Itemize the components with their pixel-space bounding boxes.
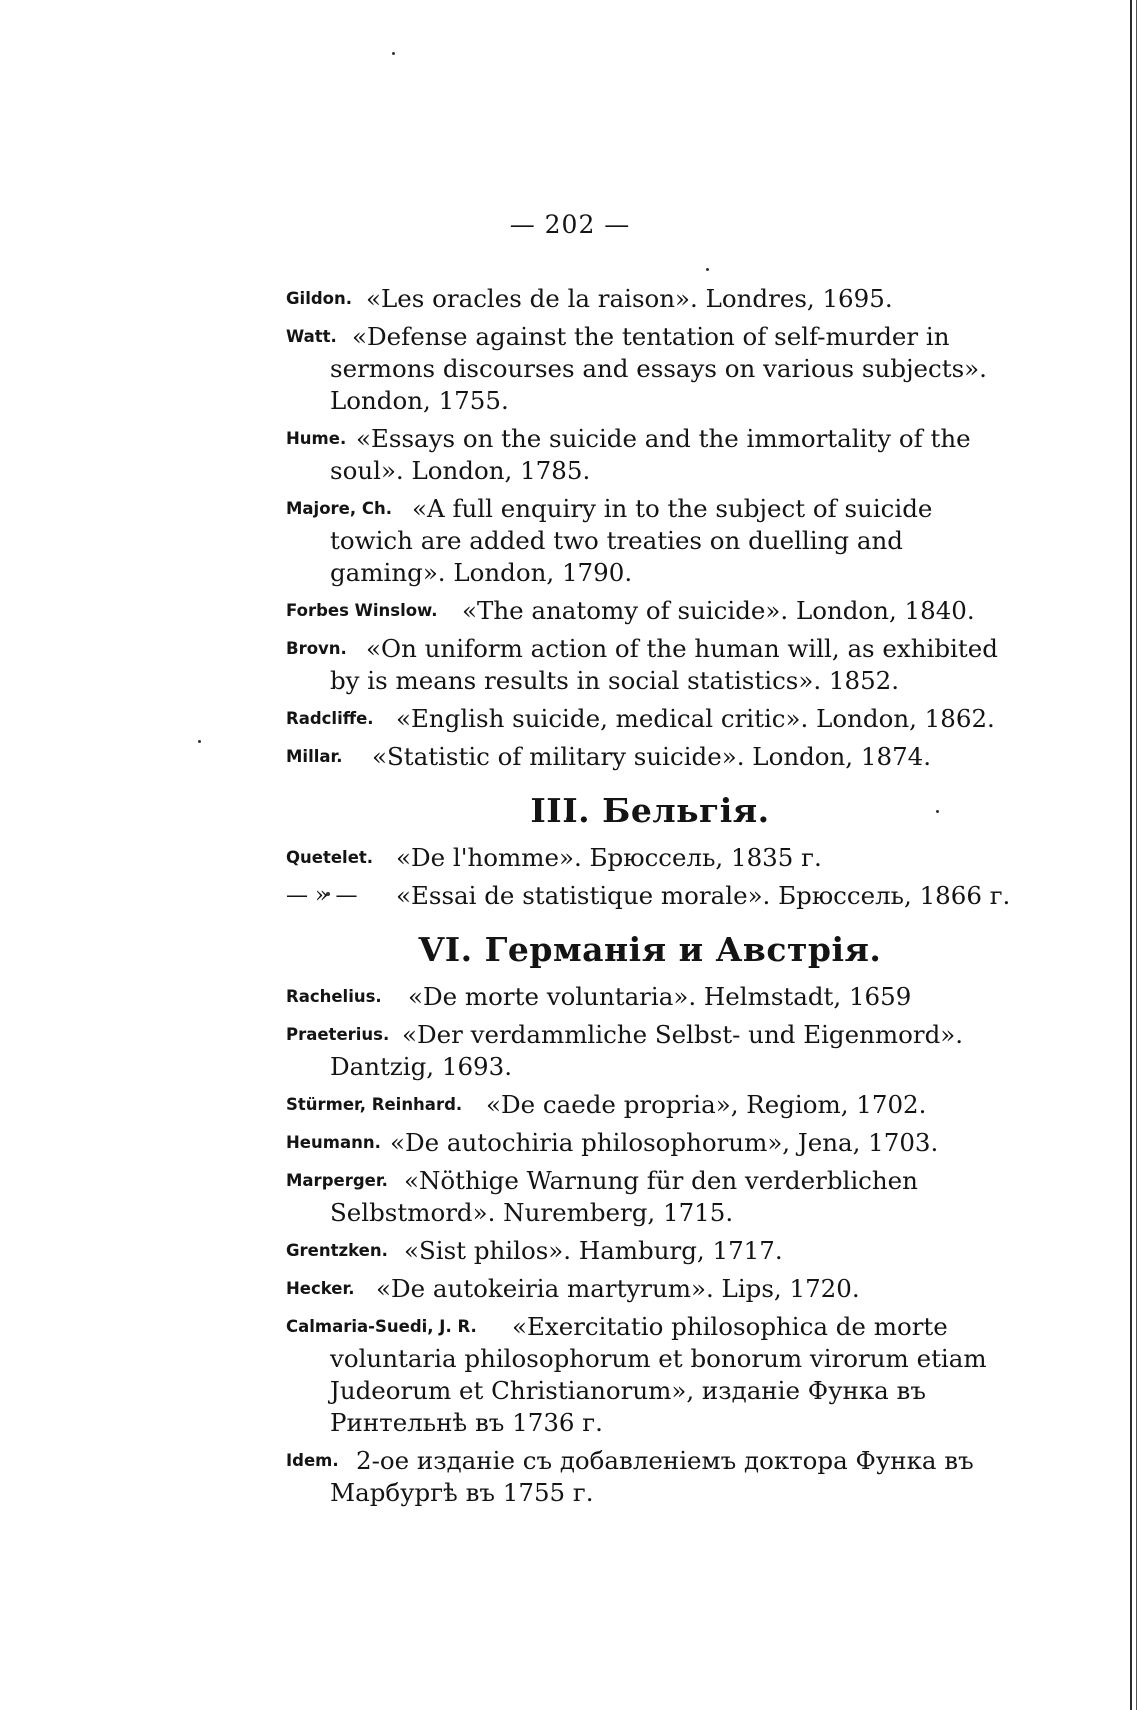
entry-text: 2-ое изданіе съ добавленіемъ доктора Функа въ Марбургѣ въ 1755 г. [330, 1446, 974, 1507]
entry-text: «Essays on the suicide and the immortality of the soul». London, 1785. [330, 424, 971, 485]
entry-author: Hecker. [286, 1279, 355, 1298]
entry-text: «English suicide, medical critic». London, 1862. [396, 704, 995, 733]
entry-author: Millar. [286, 747, 343, 766]
entry-text: «Nöthige Warnung für den verderblichen Selbstmord». Nuremberg, 1715. [330, 1166, 918, 1227]
bibliography-entry [286, 1089, 1014, 1121]
entry-author: Heumann. [286, 1133, 381, 1152]
entry-author: Idem. [286, 1451, 339, 1470]
entry-text: «De l'homme». Брюссель, 1835 г. [396, 843, 822, 872]
bibliography-entry [286, 741, 1014, 773]
entry-text: «De autochiria philosophorum», Jena, 1703. [390, 1128, 939, 1157]
bibliography-entry [286, 1311, 1014, 1439]
entry-author: Rachelius. [286, 987, 382, 1006]
ink-speck [198, 740, 201, 743]
bibliography-entry [286, 1165, 1014, 1229]
bibliography-entry [286, 1235, 1014, 1267]
bibliography-entry [286, 1273, 1014, 1305]
entry-text: «De caede propria», Regiom, 1702. [486, 1090, 927, 1119]
entry-text: «Statistic of military suicide». London, 1874. [372, 742, 932, 771]
ink-speck [706, 268, 709, 271]
entry-text: «Essai de statistique morale». Брюссель, 1866 г. [396, 881, 1011, 910]
entry-author: Hume. [286, 429, 347, 448]
entry-author: Marperger. [286, 1171, 388, 1190]
bibliography-entry [286, 595, 1014, 627]
bibliography-entry [286, 321, 1014, 417]
bibliography-entry [286, 633, 1014, 697]
entry-author: Gildon. [286, 289, 353, 308]
section-heading-belgium: III. Бельгія. [530, 791, 770, 830]
entry-text: «De autokeiria martyrum». Lips, 1720. [376, 1274, 860, 1303]
bibliography-entry [286, 1445, 1014, 1509]
entry-author: Forbes Winslow. [286, 601, 438, 620]
ink-speck [392, 52, 395, 55]
entry-text: «De morte voluntaria». Helmstadt, 1659 [408, 982, 912, 1011]
entry-text: «Sist philos». Hamburg, 1717. [404, 1236, 783, 1265]
entry-author: Praeterius. [286, 1025, 390, 1044]
entry-author: Watt. [286, 327, 337, 346]
entry-author: Radcliffe. [286, 709, 374, 728]
bibliography-entry [286, 283, 1014, 315]
page-edge-line [1130, 0, 1132, 1710]
bibliography-entry [286, 842, 1014, 874]
page-edge-line [1136, 0, 1137, 1710]
bibliography-entry [286, 493, 1014, 589]
entry-author: Majore, Ch. [286, 499, 393, 518]
bibliography-entry [286, 423, 1014, 487]
entry-text: «Les oracles de la raison». Londres, 1695. [366, 284, 893, 313]
bibliography-entry [286, 1127, 1014, 1159]
page-number: — 202 — [509, 210, 631, 239]
entry-author-ditto: — » — [286, 883, 358, 908]
bibliography-entry [286, 1019, 1014, 1083]
entry-text: «The anatomy of suicide». London, 1840. [462, 596, 975, 625]
entry-author: Brovn. [286, 639, 347, 658]
entry-text: «Exercitatio philosophica de morte voluntaria philosophorum et bonorum virorum etiam Judeorum et Christianorum», изданіе Функа въ Ринтельнѣ въ 1736 г. [330, 1312, 987, 1437]
bibliography-entry [286, 880, 1014, 912]
entry-text: «Der verdammliche Selbst- und Eigenmord». Dantzig, 1693. [330, 1020, 964, 1081]
entry-text: «Defense against the tentation of self-murder in sermons discourses and essays on various subjects». London, 1755. [330, 322, 987, 415]
section-heading-germany-austria: VI. Германія и Австрія. [418, 930, 882, 969]
entry-text: «On uniform action of the human will, as exhibited by is means results in social statistics». 1852. [330, 634, 998, 695]
entry-author: Quetelet. [286, 848, 374, 867]
entry-author: Calmaria-Suedi, J. R. [286, 1317, 477, 1336]
entry-author: Grentzken. [286, 1241, 388, 1260]
bibliography-entry [286, 981, 1014, 1013]
bibliography-list [286, 283, 1014, 1515]
entry-author: Stürmer, Reinhard. [286, 1095, 463, 1114]
bibliography-entry [286, 703, 1014, 735]
entry-text: «A full enquiry in to the subject of suicide towich are added two treaties on duelling and gaming». London, 1790. [330, 494, 933, 587]
